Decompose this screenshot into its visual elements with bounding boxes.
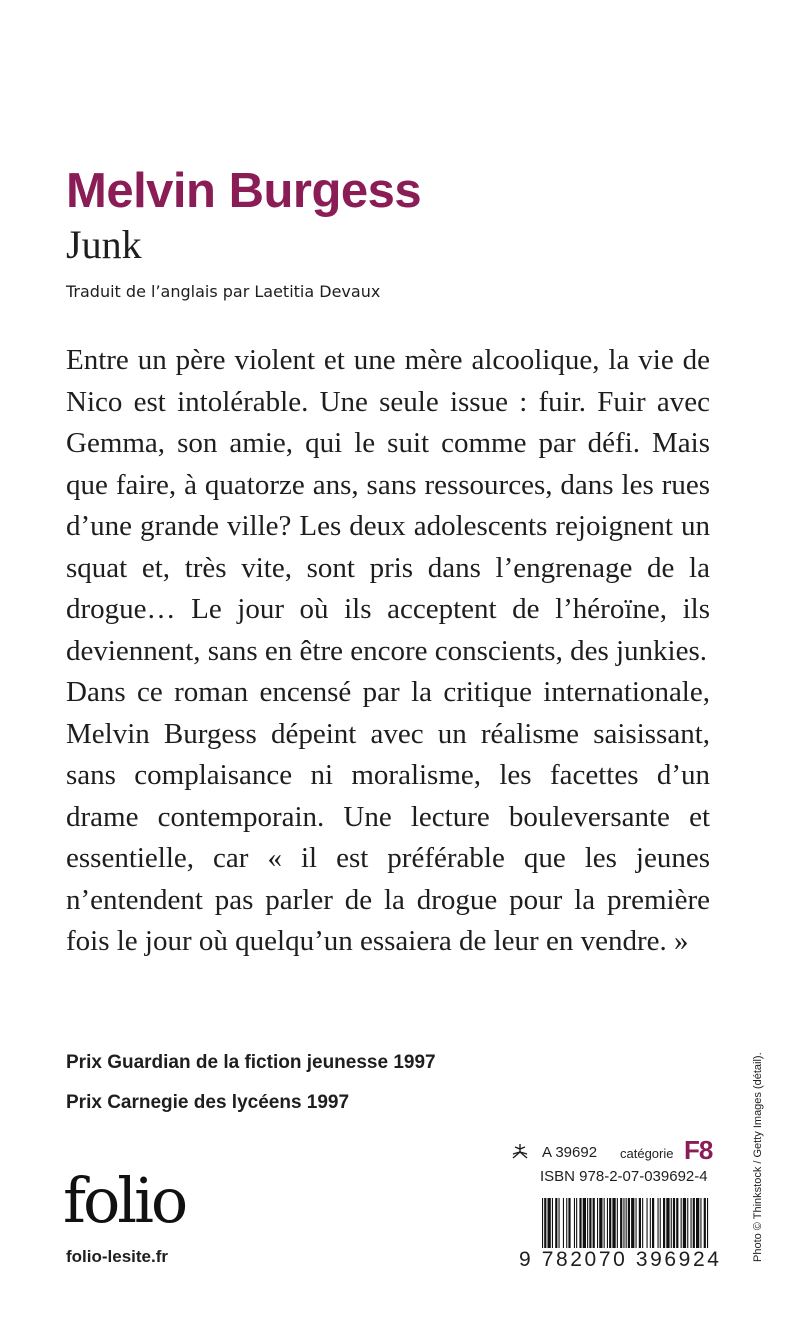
isbn: ISBN 978-2-07-039692-4	[540, 1168, 708, 1185]
publisher-website: folio-lesite.fr	[66, 1247, 169, 1266]
barcode-bar	[631, 1198, 634, 1248]
barcode-bar	[609, 1198, 611, 1248]
barcode-bar	[583, 1198, 586, 1248]
book-title: Junk	[66, 222, 142, 267]
barcode-bar	[604, 1198, 605, 1248]
catalog-info	[510, 1135, 713, 1166]
category-label: catégorie	[620, 1146, 674, 1161]
barcode-bar	[660, 1198, 661, 1248]
barcode-bar	[663, 1198, 665, 1248]
barcode-bar	[620, 1198, 622, 1248]
translator-credit: Traduit de l’anglais par Laetitia Devaux	[66, 282, 381, 301]
barcode-bar	[628, 1198, 630, 1248]
barcode-bar	[566, 1198, 567, 1248]
blurb-paragraph-2: Dans ce roman encensé par la critique internationale, Melvin Burgess dépeint avec un réalisme saisissant, sans complaisance ni moralisme, les facettes d’un drame contemporain. Une lecture bouleversante et essentielle, car « il est préférable que les jeunes n’entendent pas parler de la drogue pour la première fois le jour où quelqu’un essaiera de leur en vendre. »	[66, 676, 710, 957]
barcode-bar	[574, 1198, 575, 1248]
barcode-bar	[599, 1198, 602, 1248]
barcode-bar	[568, 1198, 570, 1248]
barcode-bar	[552, 1198, 553, 1248]
catalog-code: A 39692	[542, 1144, 598, 1161]
barcode-bar	[707, 1198, 708, 1248]
barcode-bar	[623, 1198, 624, 1248]
barcode-bar	[555, 1198, 557, 1248]
barcode-bar	[597, 1198, 598, 1248]
prize-item: Prix Carnegie des lycéens 1997	[66, 1092, 350, 1113]
barcode-bar	[642, 1198, 643, 1248]
barcode-bar	[704, 1198, 706, 1248]
barcode-bar	[559, 1198, 560, 1248]
barcode-bar	[647, 1198, 648, 1248]
barcode-bar	[607, 1198, 608, 1248]
barcode-bar	[548, 1198, 551, 1248]
barcode-bar	[700, 1198, 701, 1248]
barcode-bar	[693, 1198, 695, 1248]
barcode-bar	[650, 1198, 651, 1248]
barcode-bar	[691, 1198, 692, 1248]
folio-logo: folio	[63, 1164, 186, 1237]
barcode-bar	[612, 1198, 615, 1248]
barcode-bar	[639, 1198, 641, 1248]
barcode-bar	[617, 1198, 618, 1248]
barcode-bar	[696, 1198, 699, 1248]
barcode	[540, 1198, 710, 1248]
barcode-bar	[587, 1198, 588, 1248]
barcode-bar	[652, 1198, 654, 1248]
barcode-bar	[681, 1198, 682, 1248]
category-value: F8	[684, 1135, 713, 1165]
barcode-bar	[687, 1198, 688, 1248]
barcode-bar	[542, 1198, 543, 1248]
barcode-bar	[683, 1198, 686, 1248]
blurb	[66, 340, 710, 963]
blurb-paragraph-1: Entre un père violent et une mère alcoolique, la vie de Nico est intolérable. Une seule issue : fuir. Fuir avec Gemma, son amie, qui le suit comme par défi. Mais que faire, à quatorze ans, sans ressources, dans les rues d’une grande ville? Les deux adolescents rejoignent un squat et, très vite, sont pris dans l’engrenage de la drogue… Le jour où ils acceptent de l’héroïne, ils deviennent, sans en être encore conscients, des junkies.	[66, 344, 710, 667]
barcode-bar	[658, 1198, 659, 1248]
barcode-number: 9 782070 396924	[519, 1248, 722, 1271]
barcode-bar	[589, 1198, 591, 1248]
barcode-bar	[636, 1198, 637, 1248]
prize-item: Prix Guardian de la fiction jeunesse 1997	[66, 1052, 436, 1073]
edition-emblem-icon	[510, 1142, 530, 1162]
barcode-bar	[579, 1198, 581, 1248]
barcode-bar	[563, 1198, 564, 1248]
barcode-bar	[673, 1198, 675, 1248]
barcode-bar	[576, 1198, 577, 1248]
barcode-bar	[626, 1198, 627, 1248]
barcode-bar	[676, 1198, 678, 1248]
barcode-bar	[666, 1198, 669, 1248]
barcode-bar	[593, 1198, 595, 1248]
barcode-bar	[544, 1198, 546, 1248]
author-name: Melvin Burgess	[66, 164, 422, 218]
prizes-list	[66, 1043, 436, 1123]
photo-credit: Photo © Thinkstock / Getty Images (détail).	[752, 1052, 764, 1262]
barcode-bar	[671, 1198, 672, 1248]
